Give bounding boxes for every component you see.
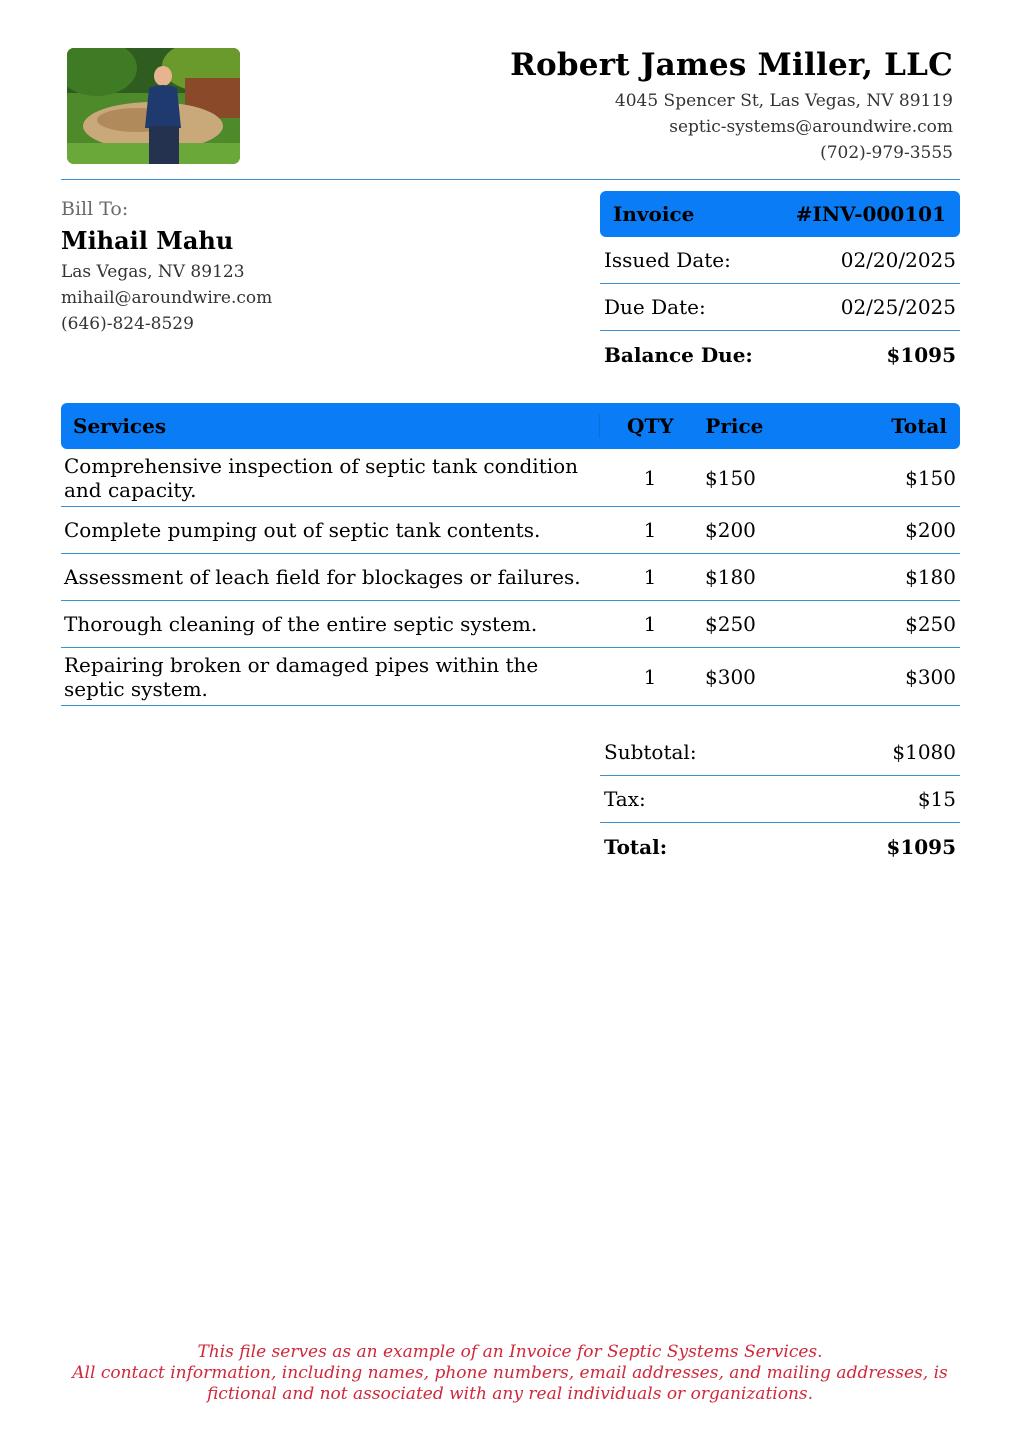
bill-to-label: Bill To: xyxy=(61,198,129,220)
service-description: Comprehensive inspection of septic tank condition and capacity. xyxy=(64,453,579,502)
client-name: Mihail Mahu xyxy=(61,226,234,255)
company-info xyxy=(510,44,953,166)
service-total: $180 xyxy=(905,565,956,589)
service-qty: 1 xyxy=(643,518,657,542)
company-address: 4045 Spencer St, Las Vegas, NV 89119 xyxy=(614,91,953,111)
table-row xyxy=(61,601,960,648)
invoice-number: #INV-000101 xyxy=(795,202,946,226)
subtotal-label: Subtotal: xyxy=(604,740,697,764)
service-description: Complete pumping out of septic tank contents. xyxy=(64,518,541,542)
issued-date-label: Issued Date: xyxy=(604,248,731,272)
due-date-row xyxy=(600,284,960,331)
subtotal-value: $1080 xyxy=(892,740,956,764)
grand-total-row xyxy=(600,823,960,870)
service-qty: 1 xyxy=(643,664,657,689)
due-date-value: 02/25/2025 xyxy=(840,295,956,319)
price-column-header: Price xyxy=(705,414,764,438)
service-price: $250 xyxy=(705,612,756,636)
issued-date-row xyxy=(600,237,960,284)
service-description: Repairing broken or damaged pipes within the septic system. xyxy=(64,652,539,701)
due-date-label: Due Date: xyxy=(604,295,706,319)
tax-row xyxy=(600,776,960,823)
disclaimer-line-1: This file serves as an example of an Invoice for Septic Systems Services. xyxy=(197,1342,823,1362)
service-total: $300 xyxy=(905,664,956,689)
table-row xyxy=(61,554,960,601)
company-name: Robert James Miller, LLC xyxy=(510,47,953,83)
company-email: septic-systems@aroundwire.com xyxy=(669,117,953,137)
invoice-page xyxy=(61,0,960,1443)
tax-value: $15 xyxy=(917,787,956,811)
disclaimer-line-3: fictional and not associated with any real individuals or organizations. xyxy=(206,1384,814,1404)
grand-total-value: $1095 xyxy=(886,834,956,859)
service-qty: 1 xyxy=(643,465,657,490)
balance-due-label: Balance Due: xyxy=(604,342,753,367)
balance-due-row xyxy=(600,331,960,378)
subtotal-row xyxy=(600,729,960,776)
client-phone: (646)-824-8529 xyxy=(61,314,194,334)
table-row xyxy=(61,648,960,706)
service-total: $200 xyxy=(905,518,956,542)
client-email: mihail@aroundwire.com xyxy=(61,288,273,308)
service-price: $300 xyxy=(705,664,756,689)
service-total: $150 xyxy=(905,465,956,490)
total-column-header: Total xyxy=(891,414,947,438)
tax-label: Tax: xyxy=(604,787,646,811)
service-description: Assessment of leach field for blockages or failures. xyxy=(64,565,581,589)
service-qty: 1 xyxy=(643,612,657,636)
service-description: Thorough cleaning of the entire septic system. xyxy=(64,612,538,636)
invoice-label: Invoice xyxy=(613,202,695,226)
balance-due-value: $1095 xyxy=(886,342,956,367)
header-divider xyxy=(61,179,960,180)
invoice-header-bar xyxy=(600,191,960,237)
services-table-header xyxy=(61,403,960,449)
disclaimer-line-2: All contact information, including names, phone numbers, email addresses, and mailing addresses, is xyxy=(72,1363,948,1383)
qty-column-header: QTY xyxy=(599,414,700,438)
service-price: $150 xyxy=(705,465,756,490)
service-price: $200 xyxy=(705,518,756,542)
service-total: $250 xyxy=(905,612,956,636)
table-row xyxy=(61,449,960,507)
company-phone: (702)-979-3555 xyxy=(820,143,953,163)
service-qty: 1 xyxy=(643,565,657,589)
table-row xyxy=(61,507,960,554)
services-table xyxy=(61,403,960,706)
disclaimer xyxy=(0,1342,1020,1405)
company-photo xyxy=(67,48,240,164)
issued-date-value: 02/20/2025 xyxy=(840,248,956,272)
bill-to-block xyxy=(61,197,272,337)
invoice-meta xyxy=(600,191,960,378)
services-column-header: Services xyxy=(73,414,167,438)
grand-total-label: Total: xyxy=(604,834,668,859)
service-price: $180 xyxy=(705,565,756,589)
client-address: Las Vegas, NV 89123 xyxy=(61,262,245,282)
totals-block xyxy=(600,729,960,870)
